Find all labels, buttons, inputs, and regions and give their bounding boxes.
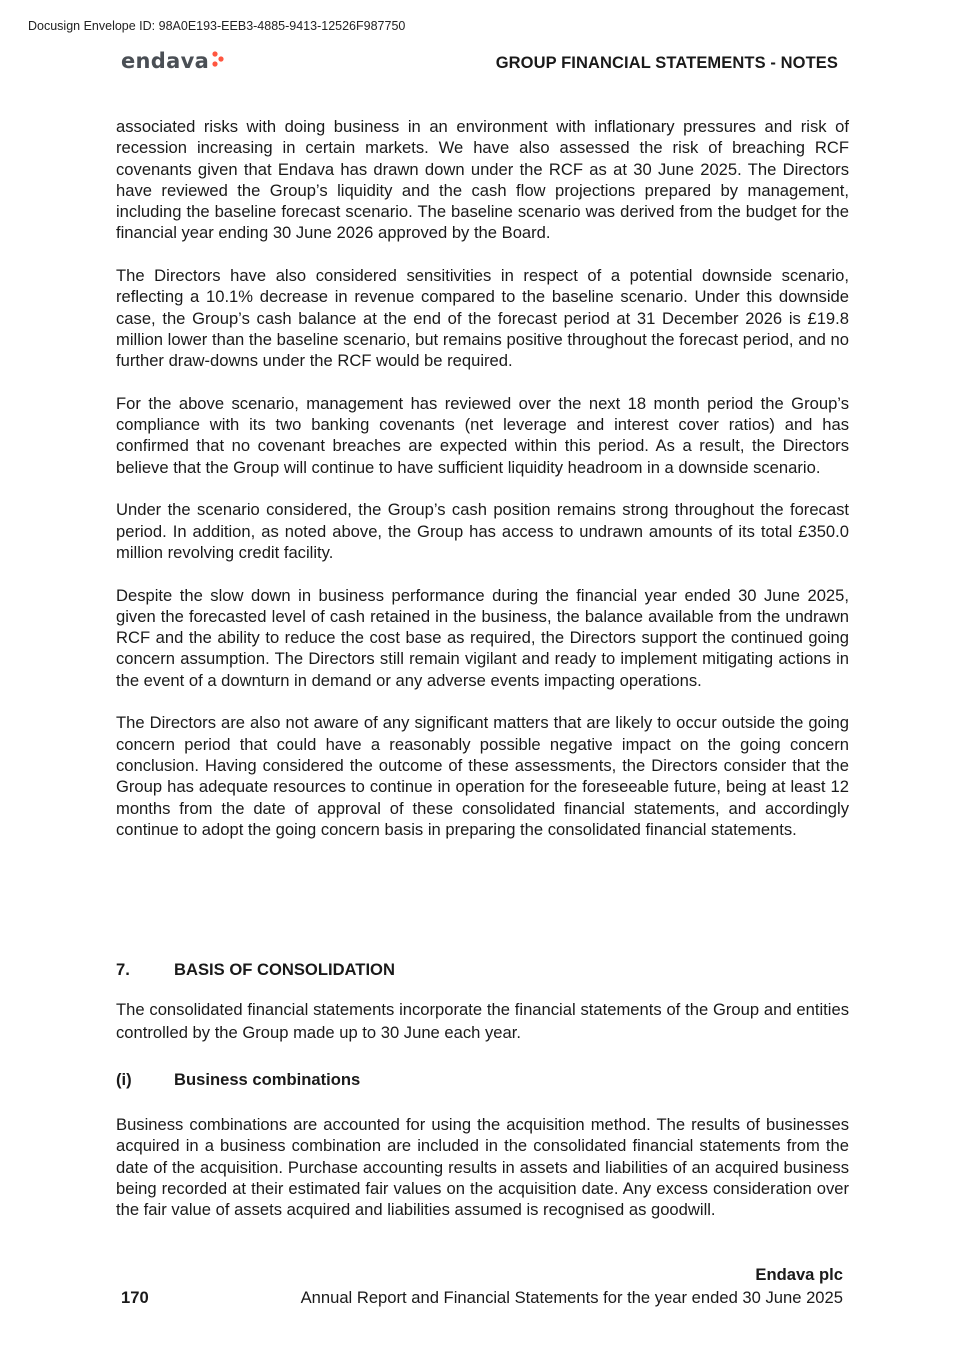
logo-mark-icon [212, 51, 226, 72]
section-number: 7. [116, 960, 130, 979]
section-intro: The consolidated financial statements incorporate the financial statements of the Group and entities controlled by the Group made up to 30 June each year. [116, 1000, 849, 1042]
paragraph: The Directors are also not aware of any significant matters that are likely to occur outside the going concern period that could have a reasonably possible negative impact on the going concern conclusion. Having considered the outcome of these assessments, the Directors consider that the Group has adequate resources to continue in operation for the foreseeable future, being at least 12 months from the date of approval of these consolidated financial statements, and accordingly continue to adopt the going concern basis in preparing the consolidated financial statements. [116, 713, 849, 839]
page-header-title: GROUP FINANCIAL STATEMENTS - NOTES [495, 54, 838, 72]
section-heading [116, 960, 395, 980]
footer-report-title: Annual Report and Financial Statements for the year ended 30 June 2025 [300, 1288, 843, 1307]
paragraph: Under the scenario considered, the Group’s cash position remains strong throughout the forecast period. In addition, as noted above, the Group has access to undrawn amounts of its total £350.0 million revolving credit facility. [116, 500, 849, 562]
subsection-heading [116, 1070, 360, 1090]
page-number: 170 [121, 1288, 149, 1307]
paragraph: Despite the slow down in business performance during the financial year ended 30 June 2025, given the forecasted level of cash retained in the business, the balance available from the undrawn RCF and the ability to reduce the cost base as required, the Directors support the continued going concern assumption. The Directors still remain vigilant and ready to implement mitigating actions in the event of a downturn in demand or any adverse events impacting operations. [116, 585, 849, 690]
subsection-title: Business combinations [174, 1070, 361, 1089]
subsection-body: Business combinations are accounted for using the acquisition method. The results of businesses acquired in a business combination are included in the consolidated financial statements from the date of the acquisition. Purchase accounting results in assets and liabilities of an acquired business being recorded at their estimated fair values on the acquisition date. Any excess consideration over the fair value of assets acquired and liabilities assumed is recognised as goodwill. [116, 1115, 849, 1220]
footer-company: Endava plc [755, 1265, 843, 1284]
paragraph: The Directors have also considered sensitivities in respect of a potential downside scenario, reflecting a 10.1% decrease in revenue compared to the baseline scenario. Under this downside case, the Group’s cash balance at the end of the forecast period at 31 December 2026 is £19.8 million lower than the baseline scenario, but remains positive throughout the forecast period, and no further draw-downs under the RCF would be required. [116, 266, 849, 371]
subsection-number: (i) [116, 1070, 132, 1089]
document-body [116, 116, 849, 861]
logo-text: endava [121, 49, 210, 73]
section-title: BASIS OF CONSOLIDATION [174, 960, 395, 979]
endava-logo [121, 48, 226, 74]
paragraph: associated risks with doing business in an environment with inflationary pressures and risk of recession increasing in certain markets. We have also assessed the risk of breaching RCF covenants given that Endava has drawn down under the RCF as at 30 June 2025. The Directors have reviewed the Group’s liquidity and the cash flow projections prepared by management, including the baseline forecast scenario. The baseline scenario was derived from the budget for the financial year ending 30 June 2026 approved by the Board. [116, 117, 849, 243]
docusign-envelope-id: Docusign Envelope ID: 98A0E193-EEB3-4885-9413-12526F987750 [28, 19, 406, 33]
paragraph: For the above scenario, management has reviewed over the next 18 month period the Group’s compliance with its two banking covenants (net leverage and interest cover ratios) and has confirmed that no covenant breaches are expected within this period. As a result, the Directors believe that the Group will continue to have sufficient liquidity headroom in a downside scenario. [116, 393, 849, 477]
